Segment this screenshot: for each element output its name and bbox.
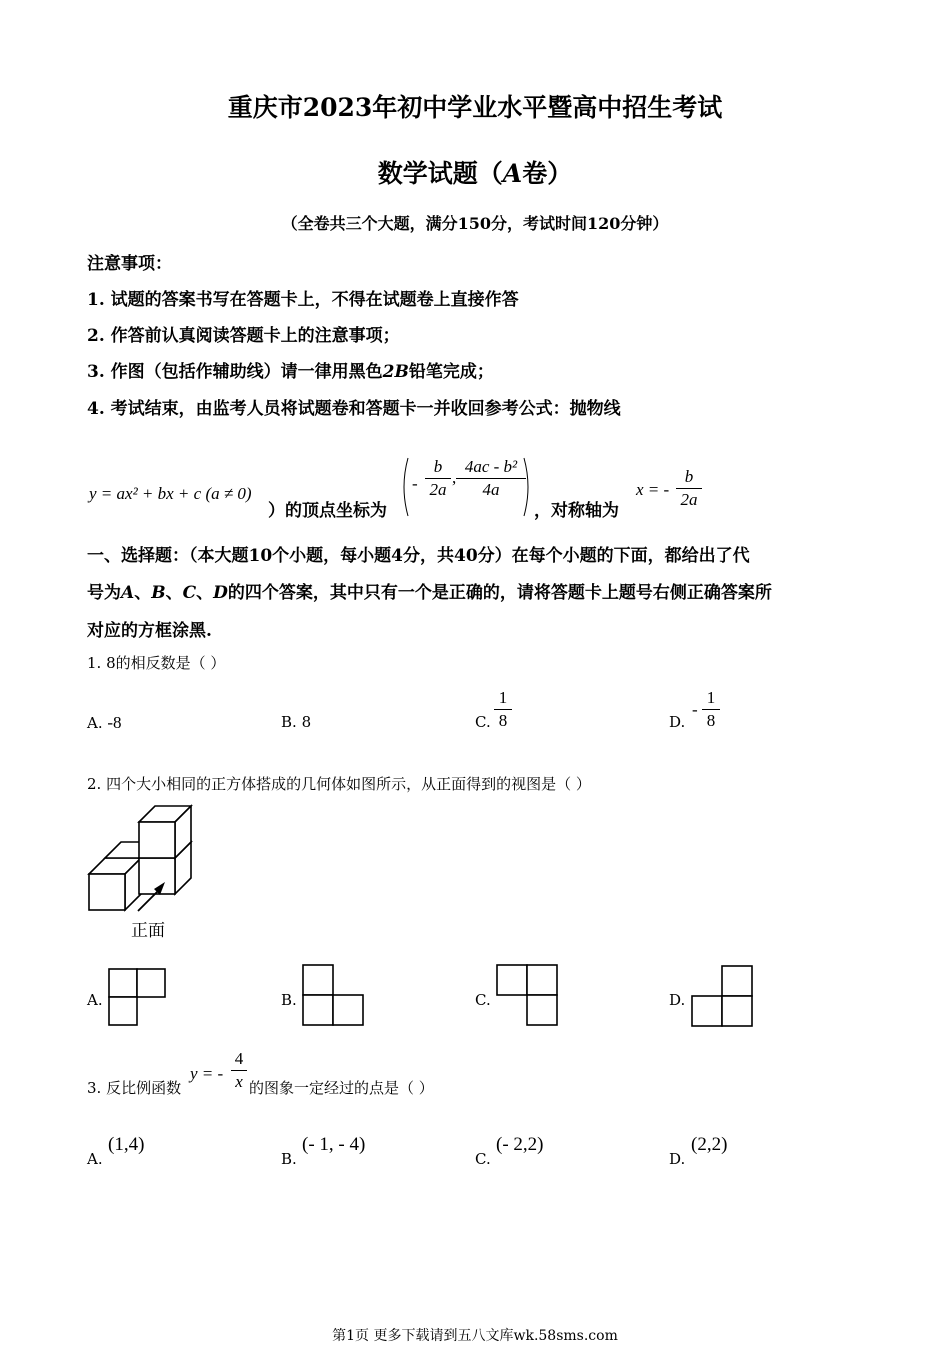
note-3-2b: 2B <box>382 362 409 382</box>
axis-frac-num: b <box>684 467 694 486</box>
view-square <box>722 966 752 996</box>
vertex-comma: , <box>452 468 457 487</box>
q1-option-b <box>281 713 311 731</box>
axis-frac-den: 2a <box>680 490 698 509</box>
cube-figure <box>86 803 198 915</box>
left-paren <box>404 458 408 516</box>
vertex-frac-2-den: 4a <box>482 480 500 499</box>
note-1: 1. 试题的答案书写在答题卡上，不得在试题卷上直接作答 <box>87 290 519 310</box>
q1-c-num: 1 <box>498 688 508 707</box>
vertex-frac-1 <box>425 456 451 501</box>
q3-option-c: (- 2,2) <box>496 1134 544 1155</box>
view-square <box>692 996 722 1026</box>
q3-frac-den: x <box>235 1072 243 1091</box>
q1-d-num: 1 <box>706 688 716 707</box>
note-3-tail: 铅笔完成； <box>408 362 494 382</box>
axis-formula: x = - <box>636 480 670 499</box>
section1-line-3: 对应的方框涂黑. <box>87 621 212 641</box>
q1-label-b: B. <box>281 713 297 731</box>
section1-line-2-pre: 号为 <box>87 583 121 603</box>
q2-view-c <box>496 964 560 1028</box>
axis-text: ，对称轴为 <box>534 501 619 521</box>
q1-label-c: C. <box>475 713 491 731</box>
q1-c-den: 8 <box>498 711 508 730</box>
cube-top <box>139 806 191 858</box>
q2-stem: 2. 四个大小相同的正方体搭成的几何体如图所示，从正面得到的视图是（ ） <box>87 775 591 793</box>
view-square <box>137 969 165 997</box>
section1-line-2-post: 的四个答案，其中只有一个是正确的，请将答题卡上题号右侧正确答案所 <box>227 583 772 603</box>
q1-d-den: 8 <box>706 711 716 730</box>
subtitle-prefix: 数学试题（ <box>377 159 503 188</box>
q1-stem: 1. 8的相反数是（ ） <box>87 654 226 672</box>
note-2: 2. 作答前认真阅读答题卡上的注意事项； <box>87 326 400 346</box>
view-square <box>109 997 137 1025</box>
paper-subtitle <box>0 154 950 190</box>
q1-d-fraction <box>702 687 720 732</box>
parabola-formula: y = ax² + bx + c (a ≠ 0) <box>89 484 252 503</box>
vertex-frac-2-num: 4ac - b² <box>464 457 518 476</box>
letter-a: A <box>121 583 135 603</box>
q3-label-a: A. <box>87 1150 103 1168</box>
separator: 、 <box>134 583 152 603</box>
q1-d-minus: - <box>692 700 698 719</box>
separator: 、 <box>196 583 214 603</box>
q1-label-a: A. <box>87 714 103 732</box>
q3-fraction <box>231 1048 247 1093</box>
subtitle-a: A <box>502 159 523 188</box>
vertex-frac-2 <box>456 456 526 501</box>
q2-label-a: A. <box>87 991 103 1009</box>
view-square <box>722 996 752 1026</box>
q1-b-value: 8 <box>301 713 312 731</box>
note-3 <box>87 357 494 382</box>
note-4: 4. 考试结束，由监考人员将试题卷和答题卡一并收回参考公式：抛物线 <box>87 399 621 419</box>
view-square <box>109 969 137 997</box>
vertex-minus: - <box>412 474 418 493</box>
q1-a-value: -8 <box>107 713 122 732</box>
q3-function: y = - <box>190 1064 224 1083</box>
view-square <box>497 965 527 995</box>
section1-line-1: 一、选择题：（本大题10个小题，每小题4分，共40分）在每个小题的下面，都给出了代 <box>87 546 750 566</box>
letter-b: B <box>151 583 166 603</box>
q3-stem-pre: 3. 反比例函数 <box>87 1079 182 1097</box>
letter-c: C <box>182 583 197 603</box>
q2-view-d <box>691 965 755 1029</box>
cube-left <box>89 858 141 910</box>
q3-option-d: (2,2) <box>691 1134 728 1155</box>
view-square <box>527 995 557 1025</box>
q2-label-c: C. <box>475 991 491 1009</box>
q1-c-fraction <box>494 687 512 732</box>
q2-view-a <box>108 968 168 1028</box>
q2-label-d: D. <box>669 991 686 1009</box>
exam-info: （全卷共三个大题，满分150分，考试时间120分钟） <box>281 214 669 233</box>
q3-option-b: (- 1, - 4) <box>302 1134 366 1155</box>
vertex-frac-1-num: b <box>433 457 443 476</box>
subtitle-suffix: 卷） <box>522 159 573 188</box>
separator: 、 <box>165 583 183 603</box>
view-square <box>527 965 557 995</box>
q1-option-a <box>87 713 122 733</box>
q3-option-a: (1,4) <box>108 1134 145 1155</box>
vertex-frac-1-den: 2a <box>429 480 447 499</box>
q3-stem-post: 的图象一定经过的点是（ ） <box>249 1079 434 1097</box>
vertex-text: ）的顶点坐标为 <box>268 501 387 521</box>
q2-view-b <box>302 964 366 1028</box>
q3-label-d: D. <box>669 1150 686 1168</box>
view-square <box>303 995 333 1025</box>
view-square <box>333 995 363 1025</box>
section1-line-2 <box>87 578 772 603</box>
view-square <box>303 965 333 995</box>
q2-label-b: B. <box>281 991 297 1009</box>
front-label: 正面 <box>131 921 165 941</box>
cube-face <box>139 822 175 858</box>
q3-label-b: B. <box>281 1150 297 1168</box>
note-3-text: 3. 作图（包括作辅助线）请一律用黑色 <box>87 362 383 382</box>
q3-label-c: C. <box>475 1150 491 1168</box>
cube-face <box>89 874 125 910</box>
page-footer: 第1页 更多下载请到五八文库wk.58sms.com <box>332 1328 618 1344</box>
notes-heading: 注意事项： <box>87 254 172 274</box>
letter-d: D <box>213 583 228 603</box>
axis-frac <box>676 466 702 511</box>
q1-label-d: D. <box>669 713 686 731</box>
exam-title: 重庆市2023年初中学业水平暨高中招生考试 <box>227 93 723 122</box>
q3-frac-num: 4 <box>234 1049 244 1068</box>
